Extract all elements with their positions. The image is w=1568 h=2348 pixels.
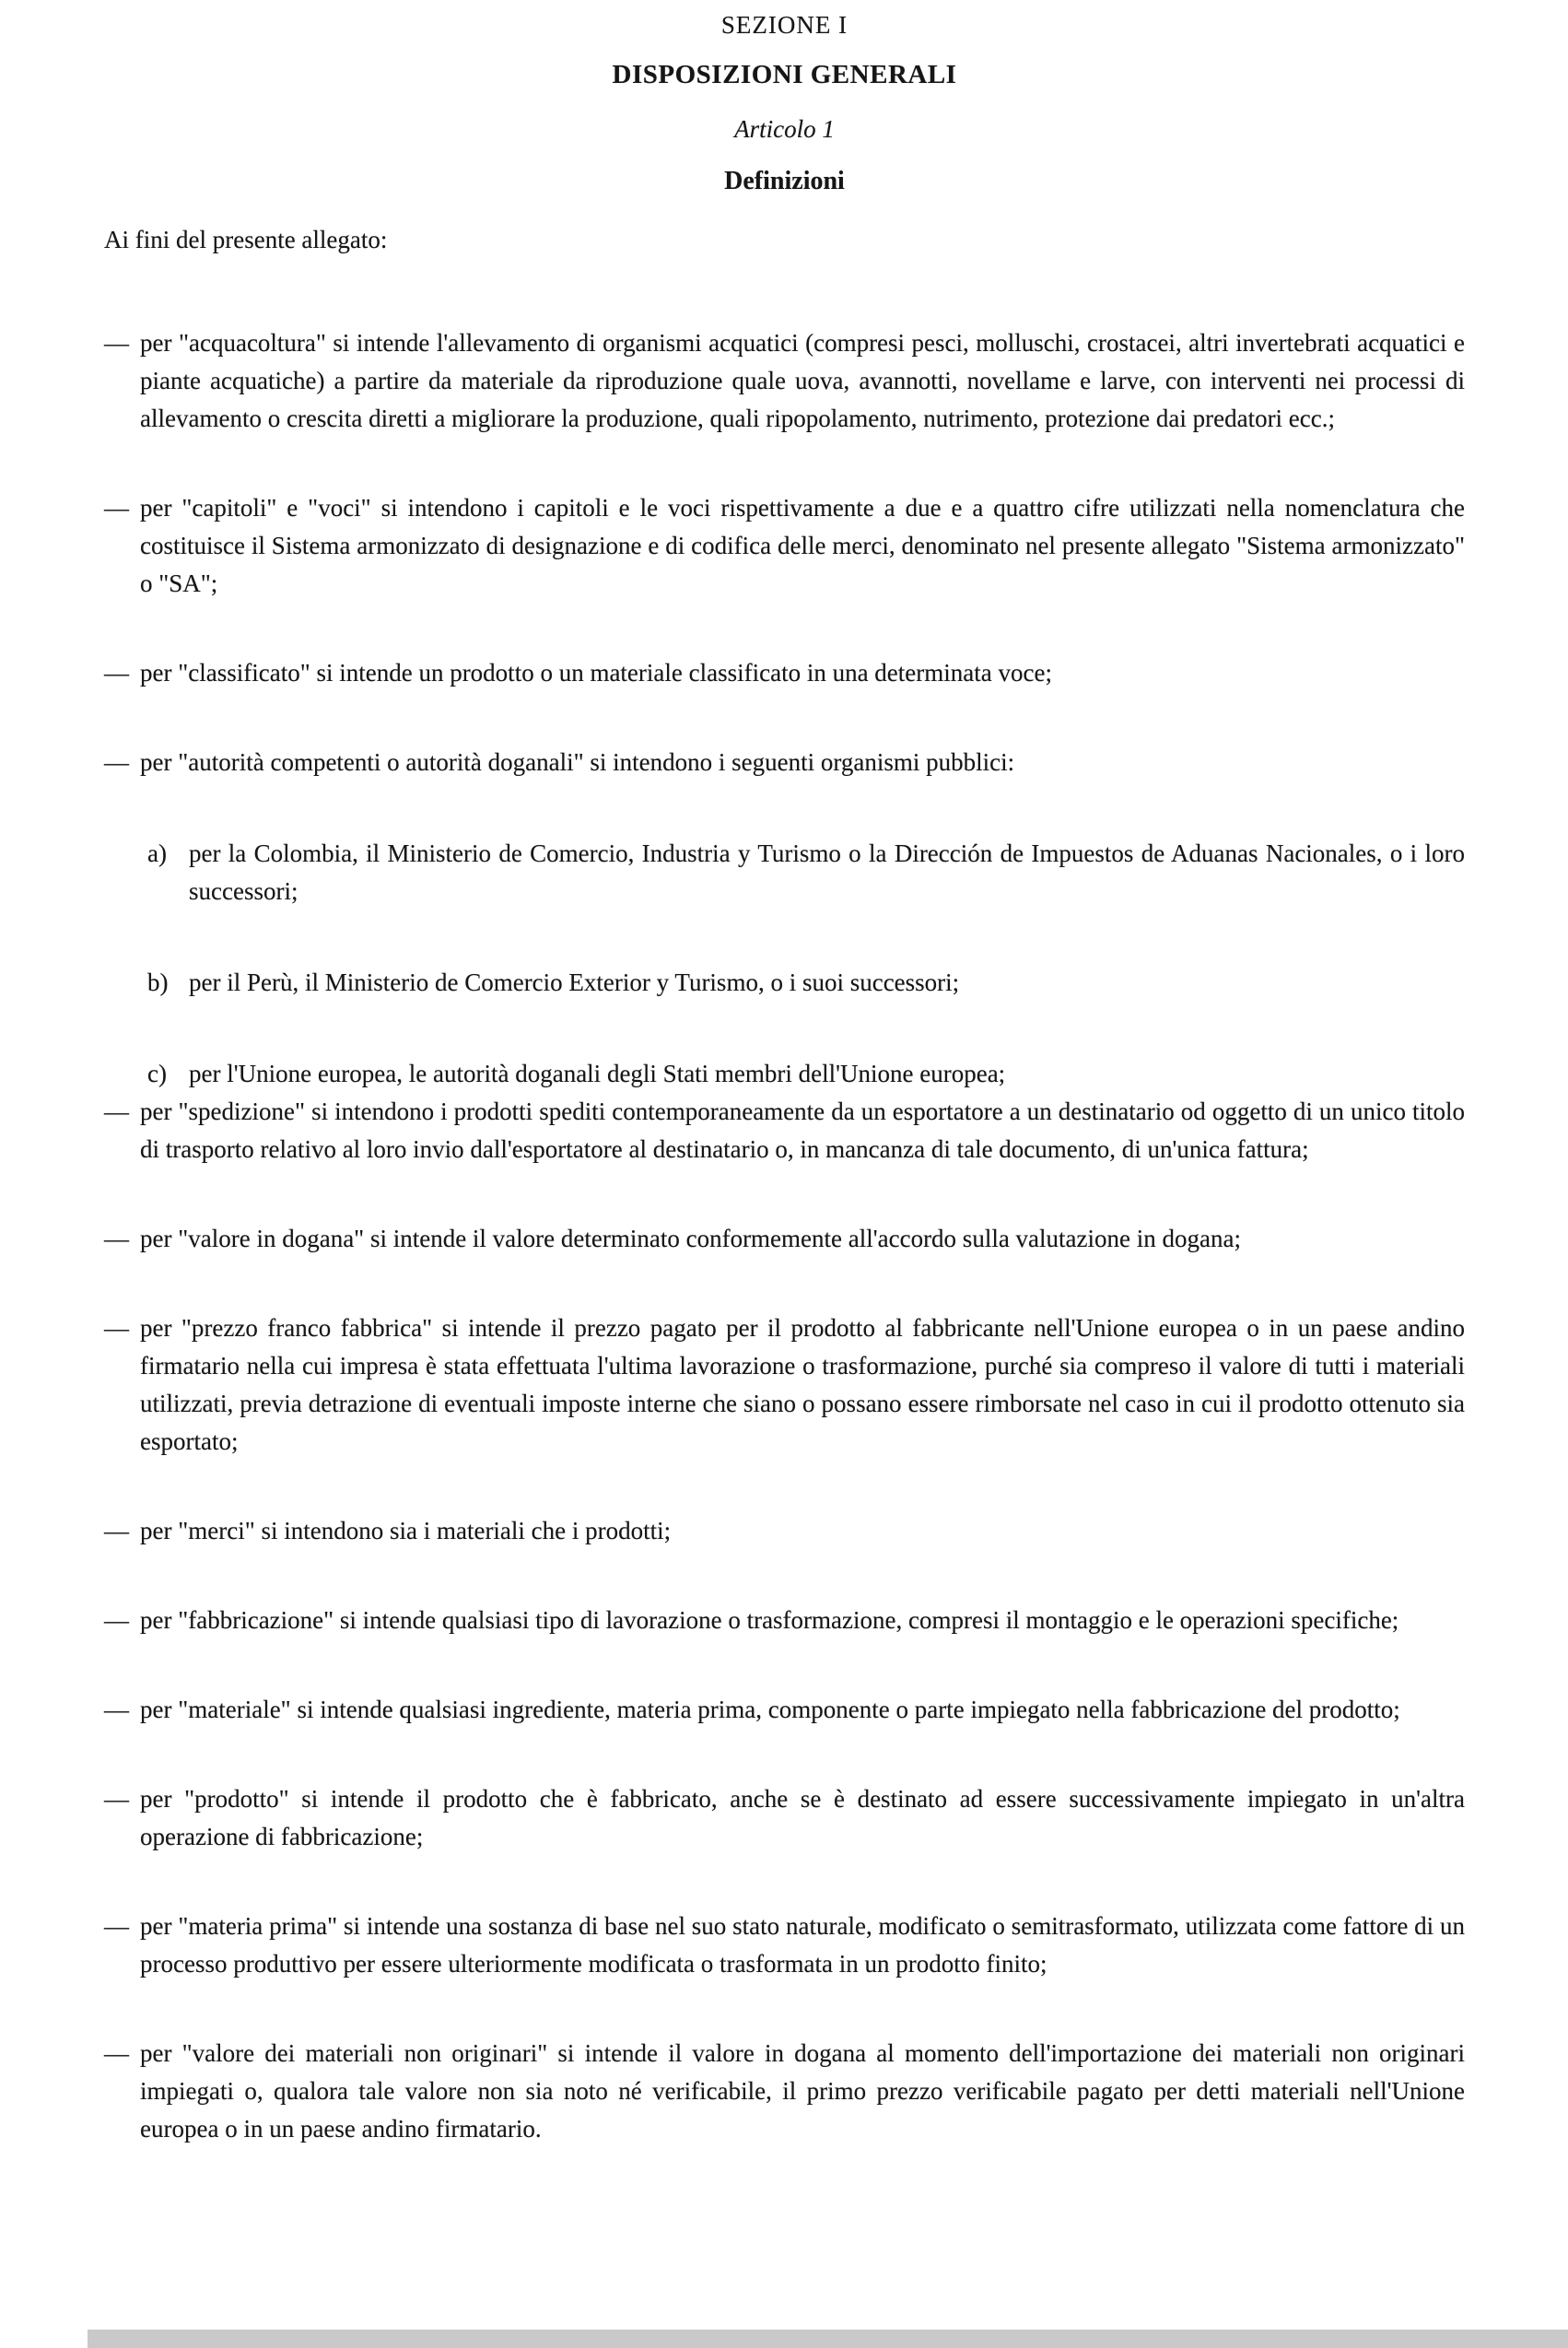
- dash-marker: —: [104, 659, 127, 687]
- definition-item-text: per "autorità competenti o autorità doganali" si intendono i seguenti organismi pubblici:: [140, 748, 1015, 776]
- definition-item: [104, 1602, 1465, 1639]
- dash-marker: —: [104, 1314, 127, 1342]
- definition-item: [104, 1691, 1465, 1729]
- chapter-heading: DISPOSIZIONI GENERALI: [612, 60, 957, 89]
- dash-marker: —: [104, 1696, 127, 1723]
- definitions-list: [104, 324, 1465, 2148]
- dash-marker: —: [104, 1606, 127, 1634]
- definition-item: [104, 1309, 1465, 1461]
- definition-item: [104, 1908, 1465, 1983]
- definition-item: [104, 654, 1465, 692]
- definition-item-text: per "materiale" si intende qualsiasi ingrediente, materia prima, componente o parte impiegato nella fabbricazione del prodotto;: [140, 1696, 1400, 1723]
- definition-item-text: per "spedizione" si intendono i prodotti spediti contemporaneamente da un esportatore a un destinatario od oggetto di un unico titolo di trasporto relativo al loro invio dall'esportatore al destinatario o, in mancanza di tale documento, di un'unica fattura;: [140, 1098, 1465, 1163]
- article-number-heading: Articolo 1: [734, 115, 835, 143]
- definition-item-text: per "classificato" si intende un prodotto o un materiale classificato in una determinata voce;: [140, 659, 1052, 687]
- intro-text: Ai fini del presente allegato:: [104, 226, 388, 253]
- definition-subitem-text: per il Perù, il Ministerio de Comercio Exterior y Turismo, o i suoi successori;: [189, 969, 960, 996]
- definition-item-text: per "fabbricazione" si intende qualsiasi tipo di lavorazione o trasformazione, compresi il montaggio e le operazioni specifiche;: [140, 1606, 1399, 1634]
- definition-item: [104, 324, 1465, 438]
- definition-subitem: [147, 964, 1465, 1002]
- article-title-heading: Definizioni: [724, 167, 845, 195]
- letter-marker: a): [147, 839, 167, 867]
- definition-item-text: per "merci" si intendono sia i materiali che i prodotti;: [140, 1517, 672, 1544]
- definition-item-text: per "valore dei materiali non originari" si intende il valore in dogana al momento dell'importazione dei materiali non originari impiegati o, qualora tale valore non sia noto né verificabile, il primo prezzo verificabile pagato per detti materiali nell'Unione europea o in un paese andino firmatario.: [140, 2039, 1465, 2143]
- definition-item: [104, 1220, 1465, 1258]
- scan-artifact-bar: [88, 2330, 1568, 2348]
- definition-item-text: per "acquacoltura" si intende l'allevamento di organismi acquatici (compresi pesci, molluschi, crostacei, altri invertebrati acquatici e piante acquatiche) a partire da materiale da riproduzione quale uova, avannotti, novellame e larve, con interventi nei processi di allevamento o crescita diretti a migliorare la produzione, quali ripopolamento, nutrimento, protezione dai predatori ecc.;: [140, 329, 1465, 432]
- definition-subitem: [147, 835, 1465, 910]
- section-heading: SEZIONE I: [720, 11, 848, 39]
- dash-marker: —: [104, 2039, 127, 2067]
- definition-item-text: per "valore in dogana" si intende il valore determinato conformemente all'accordo sulla valutazione in dogana;: [140, 1225, 1241, 1252]
- definition-subitem-text: per la Colombia, il Ministerio de Comercio, Industria y Turismo o la Dirección de Impuestos de Aduanas Nacionales, o i loro successori;: [189, 839, 1465, 905]
- dash-marker: —: [104, 494, 127, 522]
- dash-marker: —: [104, 1098, 127, 1125]
- dash-marker: —: [104, 1785, 127, 1813]
- definition-item-text: per "prezzo franco fabbrica" si intende il prezzo pagato per il prodotto al fabbricante nell'Unione europea o in un paese andino firmatario nella cui impresa è stata effettuata l'ultima lavorazione o trasformazione, purché sia compreso il valore di tutti i materiali utilizzati, previa detrazione di eventuali imposte interne che siano o possano essere rimborsate nel caso in cui il prodotto ottenuto sia esportato;: [140, 1314, 1465, 1455]
- definition-subitem: [147, 1055, 1465, 1093]
- definition-item: [104, 1512, 1465, 1550]
- letter-marker: b): [147, 969, 169, 996]
- definition-item: [104, 1093, 1465, 1168]
- letter-marker: c): [147, 1060, 167, 1087]
- definition-item: [104, 489, 1465, 603]
- definition-subitem-text: per l'Unione europea, le autorità doganali degli Stati membri dell'Unione europea;: [189, 1060, 1006, 1087]
- dash-marker: —: [104, 1225, 127, 1252]
- definition-subitems: [147, 835, 1465, 1093]
- dash-marker: —: [104, 329, 127, 357]
- definition-item-text: per "capitoli" e "voci" si intendono i capitoli e le voci rispettivamente a due e a quattro cifre utilizzati nella nomenclatura che costituisce il Sistema armonizzato di designazione e di codifica delle merci, denominato nel presente allegato "Sistema armonizzato" o "SA";: [140, 494, 1465, 597]
- definition-item-text: per "materia prima" si intende una sostanza di base nel suo stato naturale, modificato o semitrasformato, utilizzata come fattore di un processo produttivo per essere ulteriormente modificata o trasformata in un prodotto finito;: [140, 1912, 1465, 1978]
- dash-marker: —: [104, 1517, 127, 1544]
- definition-item: [104, 744, 1465, 781]
- dash-marker: —: [104, 748, 127, 776]
- definition-item-text: per "prodotto" si intende il prodotto che è fabbricato, anche se è destinato ad essere successivamente impiegato in un'altra operazione di fabbricazione;: [140, 1785, 1465, 1850]
- dash-marker: —: [104, 1912, 127, 1940]
- definition-item: [104, 2035, 1465, 2148]
- definition-item: [104, 1780, 1465, 1856]
